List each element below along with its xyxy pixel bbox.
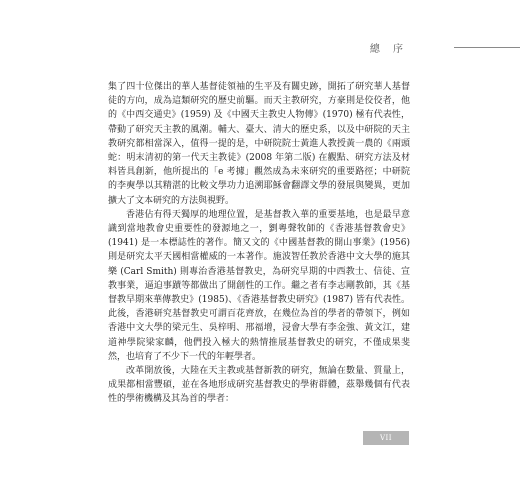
paragraph: 改革開放後，大陸在天主教或基督新教的研究，無論在數量、質量上，成果都相當豐碩，並在各地形成研究基督教史的學術群體，茲舉幾個有代表性的學術機構及其為首的學者： [108,366,410,405]
page-number: VII [363,431,409,445]
paragraph: 集了四十位傑出的華人基督徒領袖的生平及有關史跡，開拓了研究華人基督徒的方向，成為這類研究的歷史前驅。而天主教研究，方豪則是佼佼者，他的《中西交通史》(1959) 及《中國天主教史人物傳》(1970) 極有代表性，帶動了研究天主教的風潮。輔大、臺大、清大的歷史系，以及中研院的天主教研究都相當深入，值得一提的是，中研院院士黃進人教授黃一農的《兩頭蛇：明末清初的第一代天主教徒》(2008 年第二版) 在觀點、研究方法及材料皆具創新，他所提出的「e 考據」觀然成為未來研究的重要路徑；中研院的李奭學以其精湛的比較文學功力追溯耶穌會翻譯文學的發展與變異，更加擴大了文本研究的方法與視野。 [108,82,410,206]
paragraph: 香港佔有得天獨厚的地理位置，是基督教入華的重要基地，也是最早意識到當地教會史重要性的發源地之一，劉粵聲牧師的《香港基督教會史》(1941) 是一本標誌性的著作。簡又文的《中國基督教的開山事業》(1956) 則是研究太平天國相當權威的一本著作。施波智任教於香港中文大學的施其樂 (Carl Smith) 則專治香港基督教史，為研究早期的中西教士、信徒、宣教事業，逼迫事蹟等都做出了開創性的工作。繼之者有李志剛教師，其《基督教早期來華傳教史》(1985)、《香港基督教史研究》(1987) 皆有代表性。此後，香港研究基督教史可謂百花齊放，在幾位為首的學者的帶領下，例如香港中文大學的梁元生、吳梓明、邢福增，浸會大學有李金強、黃文江，建道神學院梁家麟，他們投入極大的熱情推展基督教史的研究，不僅成果斐然，也培育了不少下一代的年輕學者。 [108,209,410,362]
running-head-title: 總 序 [369,44,408,55]
running-head [0,40,520,54]
running-head-rule [454,47,520,48]
body-text [108,80,410,407]
